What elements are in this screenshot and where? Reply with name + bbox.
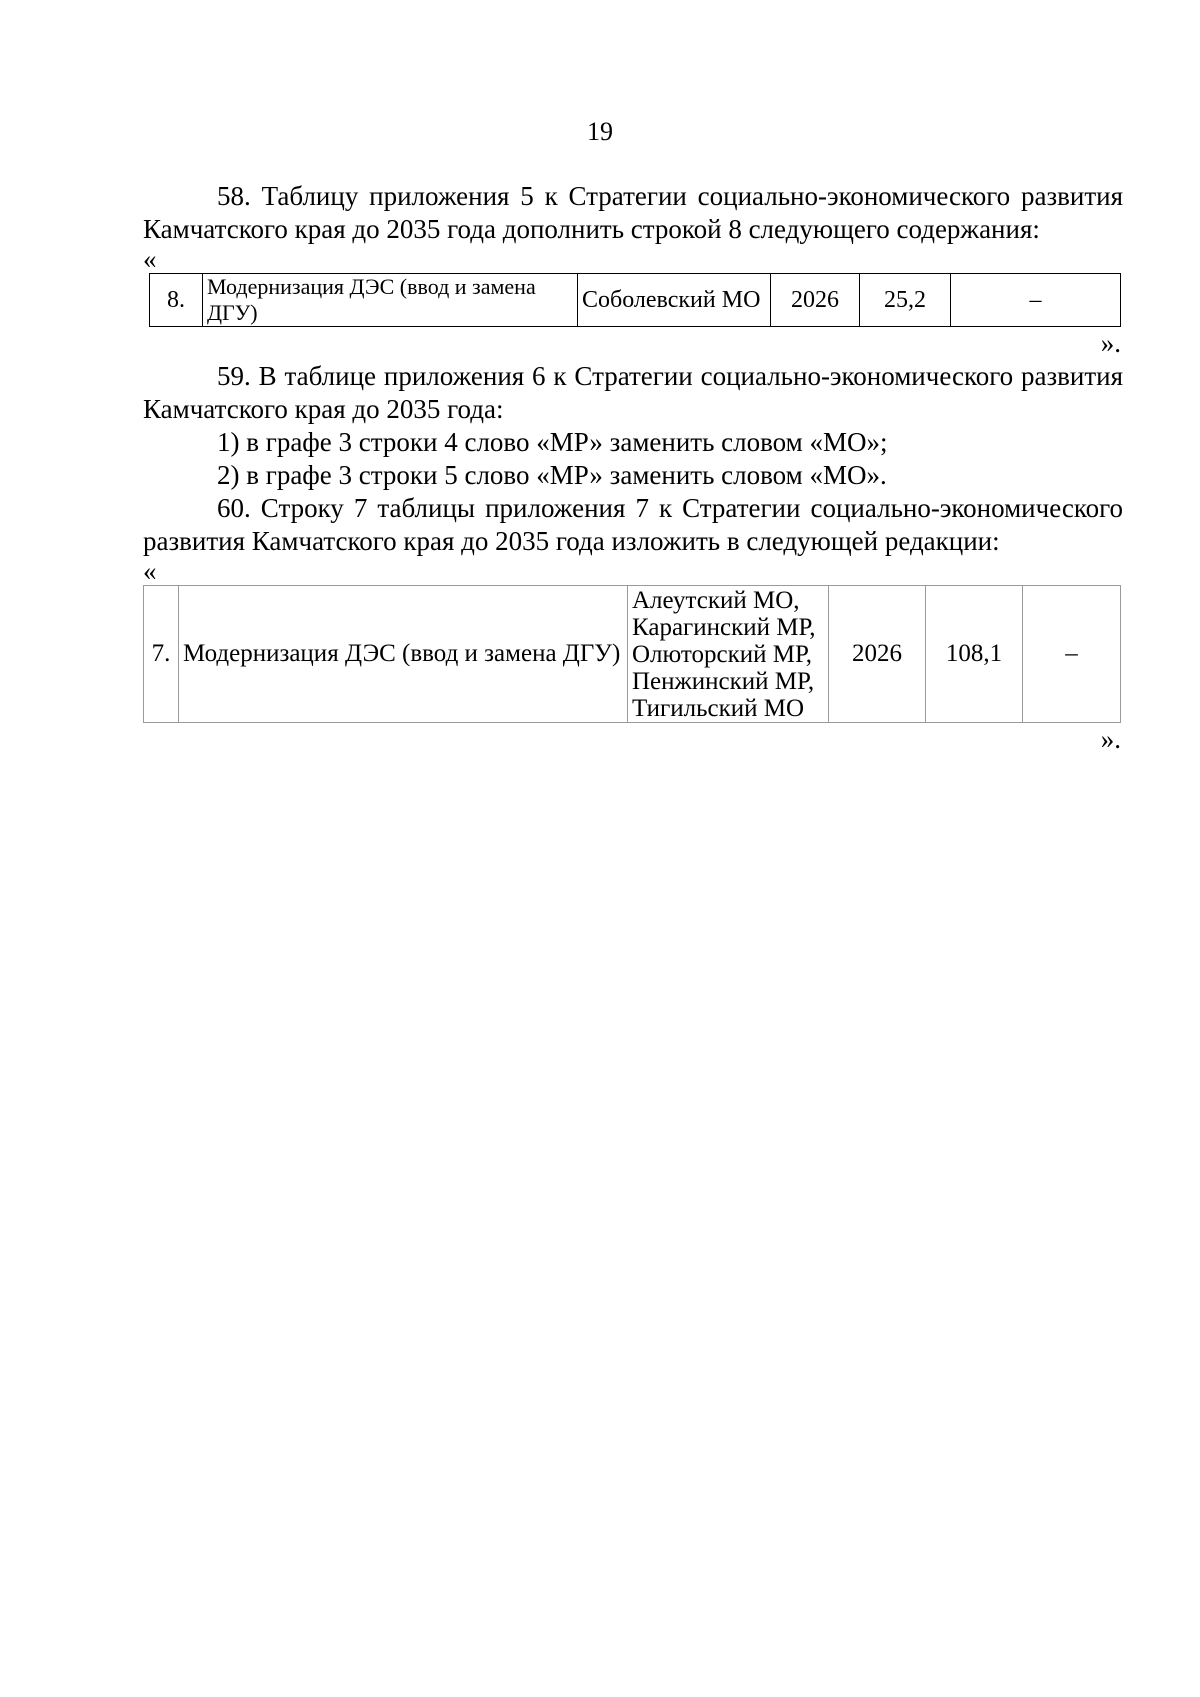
municipality-item: Олюторский МР, xyxy=(632,640,812,668)
cell-extra: – xyxy=(1023,586,1121,723)
item-59-subitem-2: 2) в графе 3 строки 5 слово «МР» заменить словом «МО». xyxy=(217,460,887,490)
document-body xyxy=(143,180,1123,756)
item-59-paragraph: 59. В таблице приложения 6 к Стратегии социально-экономического развития Камчатского края до 2035 года: xyxy=(143,361,1123,424)
cell-row-number: 7. xyxy=(144,586,179,723)
item-60-paragraph: 60. Строку 7 таблицы приложения 7 к Стратегии социально-экономического развития Камчатского края до 2035 года изложить в следующей редакции: xyxy=(143,493,1123,556)
table-strategy-appendix-5 xyxy=(149,273,1121,327)
item-59-subitem-1: 1) в графе 3 строки 4 слово «МР» заменить словом «МО»; xyxy=(217,427,888,457)
municipality-item: Карагинский МР, xyxy=(632,613,816,641)
table-row xyxy=(150,274,1121,327)
quote-close-1: ». xyxy=(1100,328,1121,358)
cell-amount: 25,2 xyxy=(860,274,951,327)
municipality-item: Тигильский МО xyxy=(632,694,805,722)
cell-amount: 108,1 xyxy=(926,586,1023,723)
municipality-item: Алеутский МО, xyxy=(632,586,800,614)
cell-project-name: Модернизация ДЭС (ввод и замена ДГУ) xyxy=(179,586,628,723)
cell-extra: – xyxy=(951,274,1121,327)
item-58-paragraph: 58. Таблицу приложения 5 к Стратегии социально-экономического развития Камчатского края до 2035 года дополнить строкой 8 следующего содержания: xyxy=(143,181,1123,244)
cell-project-name: Модернизация ДЭС (ввод и замена ДГУ) xyxy=(203,274,578,327)
cell-municipalities xyxy=(628,586,829,723)
cell-municipality: Соболевский МО xyxy=(578,274,771,327)
table-row xyxy=(144,586,1121,723)
cell-year: 2026 xyxy=(771,274,860,327)
cell-row-number: 8. xyxy=(150,274,203,327)
quote-open-2: « xyxy=(143,556,157,586)
table-strategy-appendix-7 xyxy=(143,585,1121,723)
quote-close-2: ». xyxy=(1100,724,1121,754)
municipality-item: Пенжинский МР, xyxy=(632,667,815,695)
quote-open-1: « xyxy=(143,244,157,274)
page-number: 19 xyxy=(587,117,613,146)
cell-year: 2026 xyxy=(829,586,926,723)
